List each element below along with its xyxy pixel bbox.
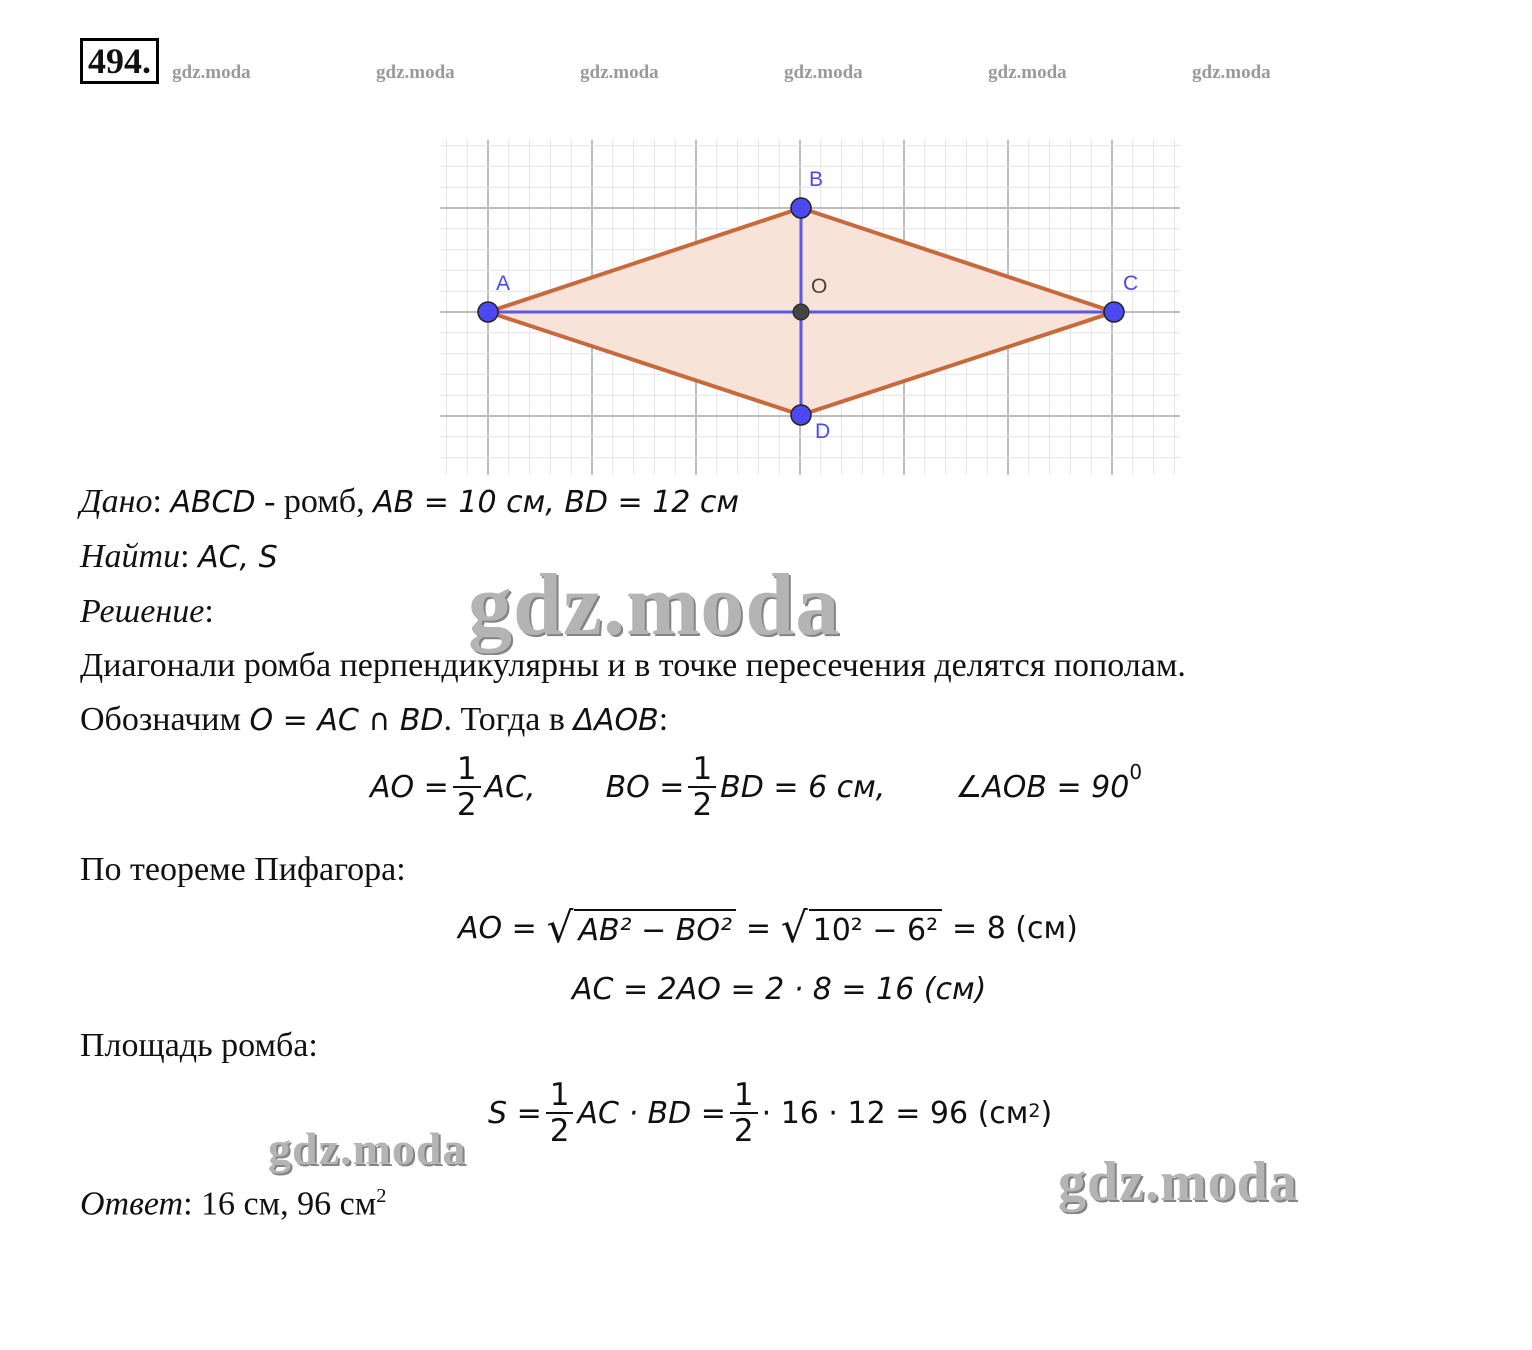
watermark: gdz.moda xyxy=(376,62,455,83)
given-line: Дано: ABCD - ромб, AB = 10 см, BD = 12 см xyxy=(80,483,740,520)
notation-formula: O = AC ∩ BD xyxy=(249,703,444,738)
denominator: 2 xyxy=(456,787,477,823)
point-d xyxy=(791,405,811,425)
given-values: AB = 10 см, BD = 12 см xyxy=(373,485,740,520)
numerator: 1 xyxy=(688,752,716,788)
numerator: 1 xyxy=(730,1078,758,1114)
watermark: gdz.moda xyxy=(580,62,659,83)
sqrt-2: √ 10² − 6² xyxy=(781,908,942,948)
fraction-half xyxy=(453,752,481,822)
bo-lhs: BO = xyxy=(605,769,685,805)
radicand-1: AB² − BO² xyxy=(574,909,736,948)
radicand-2: 10² − 6² xyxy=(809,909,943,948)
find-line: Найти: AC, S xyxy=(80,538,278,575)
label-b: B xyxy=(809,168,824,191)
solution-line: Решение: xyxy=(80,593,214,630)
point-o xyxy=(793,304,809,320)
label-c: C xyxy=(1123,272,1139,295)
triangle-aob: ΔAOB xyxy=(573,703,659,738)
find-label: Найти xyxy=(80,538,181,575)
label-o: O xyxy=(811,275,828,298)
notation-colon: : xyxy=(658,701,669,738)
numerator: 1 xyxy=(546,1078,574,1114)
denominator: 2 xyxy=(733,1113,754,1149)
notation-text-2: . Тогда в xyxy=(443,701,574,738)
angle-aob: ∠AOB = 90 xyxy=(955,769,1130,805)
answer-label: Ответ xyxy=(80,1185,184,1223)
watermark-large: gdz.moda xyxy=(268,1123,467,1174)
watermark-large: gdz.moda xyxy=(1058,1151,1298,1213)
rhombus-figure xyxy=(440,140,1180,475)
given-text: - ромб, xyxy=(255,483,374,520)
problem-number: 494. xyxy=(80,38,159,84)
square-sup: 2 xyxy=(1028,1100,1041,1122)
paragraph-diagonals: Диагонали ромба перпендикулярны и в точке пересечения делятся пополам. xyxy=(80,647,1186,684)
fraction-half-3 xyxy=(546,1078,574,1148)
paragraph-area: Площадь ромба: xyxy=(80,1027,318,1064)
area-result: · 16 · 12 = 96 (см xyxy=(761,1095,1029,1131)
answer-text: : 16 см, 96 см xyxy=(183,1185,377,1223)
watermark-large: gdz.moda xyxy=(468,557,841,654)
ao-result: = 8 (см) xyxy=(952,910,1078,946)
formula-halves xyxy=(370,752,1142,822)
watermark: gdz.moda xyxy=(172,62,251,83)
paragraph-notation xyxy=(80,700,668,741)
solution-label: Решение xyxy=(80,593,205,630)
bo-rhs: BD = 6 см, xyxy=(720,769,886,805)
paragraph-pythagoras: По теореме Пифагора: xyxy=(80,851,406,888)
equals: = xyxy=(745,910,771,946)
ac-computation: AC = 2AO = 2 · 8 = 16 (см) xyxy=(572,972,987,1007)
close-paren: ) xyxy=(1040,1095,1053,1131)
formula-area xyxy=(488,1078,1052,1148)
given-label: Дано xyxy=(80,483,153,520)
degree-sup: 0 xyxy=(1129,760,1143,784)
label-a: A xyxy=(496,272,511,295)
formula-pythagoras xyxy=(458,903,1078,952)
area-formula: AC · BD = xyxy=(577,1095,726,1131)
formula-ac xyxy=(572,972,986,1007)
watermark: gdz.moda xyxy=(988,62,1067,83)
fraction-half-2 xyxy=(688,752,716,822)
denominator: 2 xyxy=(692,787,713,823)
watermark: gdz.moda xyxy=(1192,62,1271,83)
s-lhs: S = xyxy=(488,1095,542,1131)
answer-sup: 2 xyxy=(376,1185,387,1207)
ao-rhs: AC, xyxy=(484,769,536,805)
answer-line xyxy=(80,1176,386,1224)
notation-text: Обозначим xyxy=(80,701,250,738)
ao-lhs: AO = xyxy=(370,769,449,805)
point-b xyxy=(791,198,811,218)
denominator: 2 xyxy=(549,1113,570,1149)
watermark: gdz.moda xyxy=(784,62,863,83)
find-values: AC, S xyxy=(198,540,278,575)
numerator: 1 xyxy=(453,752,481,788)
label-d: D xyxy=(815,420,831,443)
point-c xyxy=(1104,302,1124,322)
fraction-half-4 xyxy=(730,1078,758,1148)
point-a xyxy=(478,302,498,322)
sqrt-1: √ AB² − BO² xyxy=(547,908,736,948)
ao-lhs-2: AO = xyxy=(458,910,537,946)
given-figure: ABCD xyxy=(170,485,256,520)
